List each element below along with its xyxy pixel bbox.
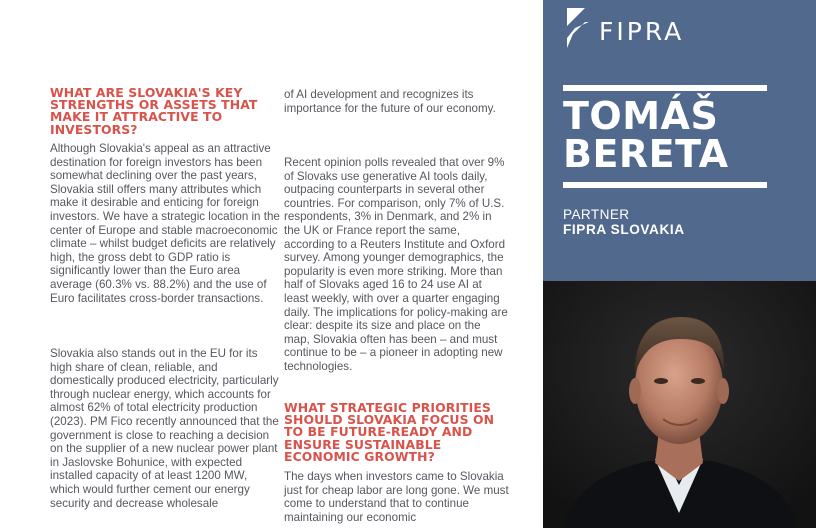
section-heading-priorities: WHAT STRATEGIC PRIORITIES SHOULD SLOVAKIA FOCUS ON TO BE FUTURE-READY AND ENSURE SUSTAINABLE ECONOMIC GROWTH? <box>284 400 495 464</box>
portrait-image <box>543 281 816 528</box>
paragraph-ai-development: of AI development and recognizes its importance for the future of our economy. <box>284 88 496 115</box>
paragraph-investors: The days when investors came to Slovakia just for cheap labor are long gone. We must come to understand that to continue maintaining our economic <box>284 470 509 524</box>
paragraph-strengths: Although Slovakia's appeal as an attractive destination for foreign investors has been somewhat declining over the past years, Slovakia still offers many attributes which make it desirable and enticing for foreign investors. We have a strategic location in the center of Europe and stable macroeconomic climate – whilst budget deficits are relatively high, the gross debt to GDP ratio is significantly lower than the Euro area average (60.3% vs. 88.2%) and the use of Euro facilitates cross-border transactions. <box>50 142 280 305</box>
fipra-logo-icon <box>565 8 595 48</box>
portrait-photo <box>543 281 816 528</box>
person-company: FIPRA SLOVAKIA <box>563 222 685 237</box>
logo-wordmark: FIPRA <box>599 17 685 46</box>
person-name <box>563 94 729 176</box>
section-heading-strengths: WHAT ARE SLOVAKIA'S KEY STRENGTHS OR ASSETS THAT MAKE IT ATTRACTIVE TO INVESTORS? <box>50 85 258 137</box>
paragraph-opinion-polls: Recent opinion polls revealed that over 9% of Slovaks use generative AI tools daily, outpacing counterparts in several other countries. For comparison, only 7% of U.S. respondents, 3% in Denmark, and 2% in the UK or France report the same, according to a Reuters Institute and Oxford survey. Among younger demographics, the popularity is even more striking. More than half of Slovaks aged 16 to 24 use AI at least weekly, with over a quarter engaging daily. The implications for policy-making are clear: despite its size and place on the map, Slovakia often has been – and must continue to be – a pioneer in adopting new technologies. <box>284 156 508 373</box>
divider-bottom <box>563 182 767 188</box>
person-role: PARTNER <box>563 207 630 222</box>
profile-sidebar <box>543 0 816 281</box>
divider-top <box>563 85 767 91</box>
person-first-name: TOMÁŠ <box>563 94 719 138</box>
person-last-name: BERETA <box>563 132 729 176</box>
paragraph-energy: Slovakia also stands out in the EU for its high share of clean, reliable, and domestically produced electricity, particularly through nuclear energy, which accounts for almost 62% of total electricity production (2023). PM Fico recently announced that the government is close to reaching a decision on the supplier of a new nuclear power plant in Jaslovske Bohunice, with expected installed capacity of at least 1200 MW, which would further cement our energy security and decrease wholesale <box>50 347 279 510</box>
fipra-logo <box>565 8 705 48</box>
